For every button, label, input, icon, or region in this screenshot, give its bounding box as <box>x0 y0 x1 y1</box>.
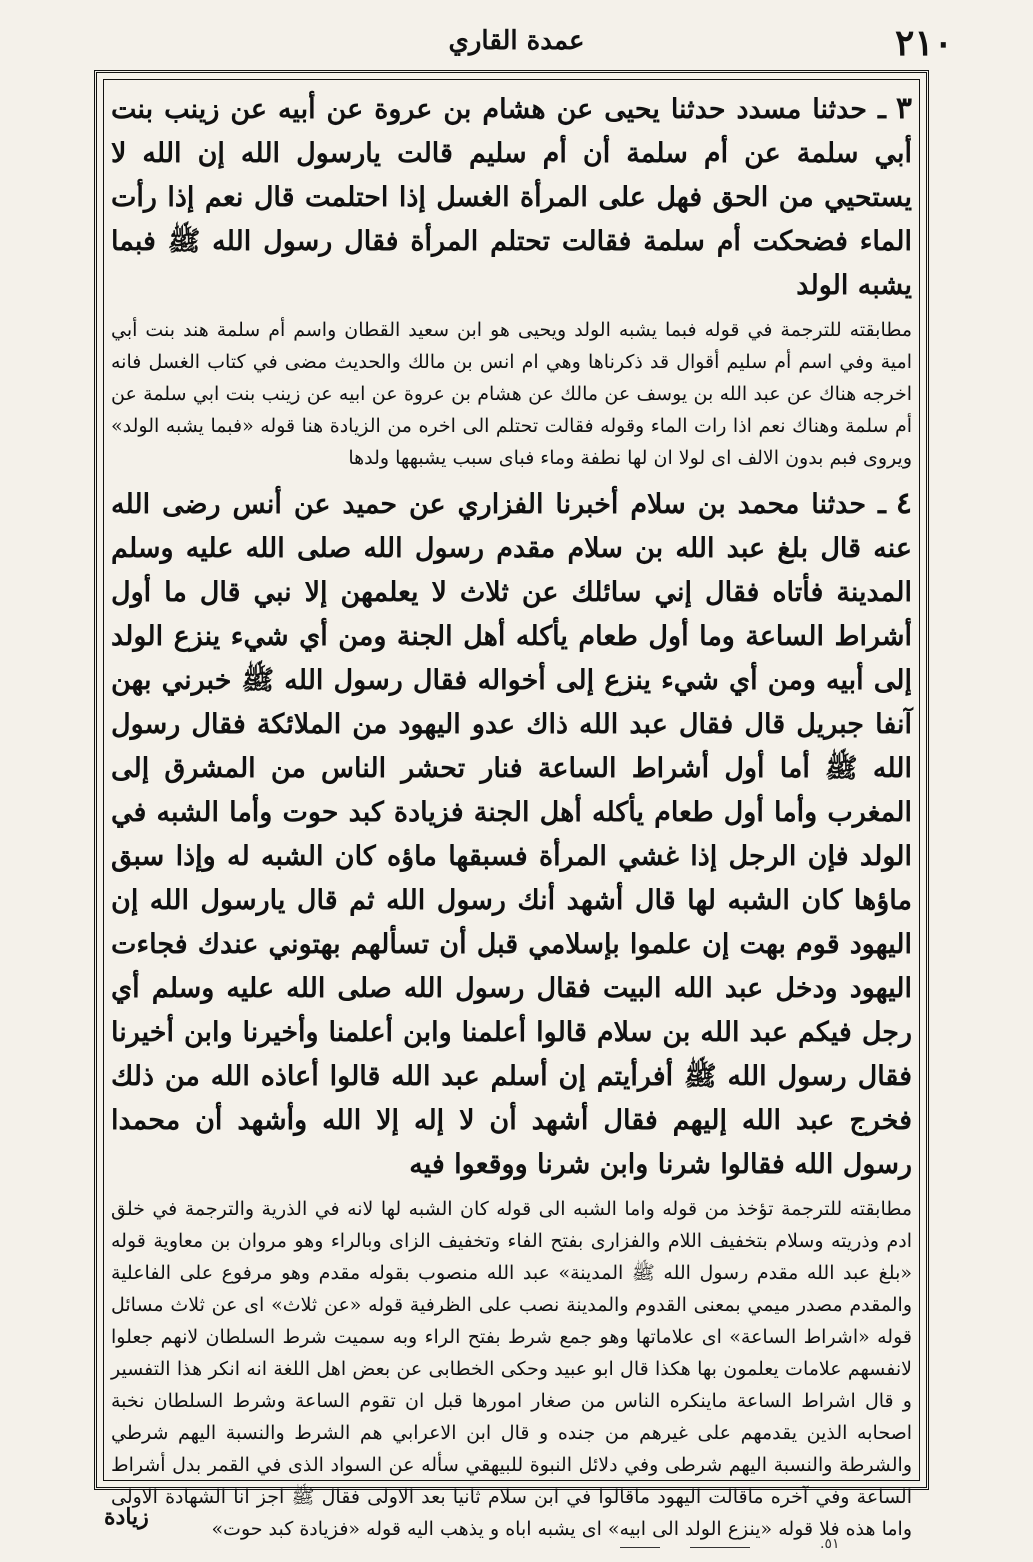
hadith-number: ٤ <box>895 486 912 521</box>
running-head <box>72 22 961 66</box>
footer-dash <box>690 1547 750 1548</box>
page-mark: .٥١ <box>820 1536 840 1552</box>
book-title: عمدة القاري <box>448 26 585 56</box>
text-frame <box>94 70 929 1540</box>
commentary-hadith-4: مطابقته للترجمة تؤخذ من قوله واما الشبه الى قوله كان الشبه لها لانه في الذرية والترجمة في خلق ادم وذريته وسلام بتخفيف اللام والفزارى بفتح الفاء وتخفيف الزاى وبالراء وهو مروان بن معاوية قوله «بلغ عبد الله مقدم رسول الله ﷺ المدينة» عبد الله منصوب بقوله مقدم وهو مرفوع على الفاعلية والمقدم مصدر ميمي بمعنى القدوم والمدينة نصب على الظرفية قوله «عن ثلاث» اى عن ثلاث مسائل قوله «اشراط الساعة» اى علاماتها وهو جمع شرط بفتح الراء وبه سميت شرط السلطان لانهم جعلوا لانفسهم علامات يعلمون بها هكذا قال ابو عبيد وحكى الخطابى عن بعض اهل اللغة انه انكر هذا التفسير و قال اشراط الساعة ماينكره الناس من صغار امورها قبل ان تقوم الساعة وشرط السلطان نخبة اصحابه الذين يقدمهم على غيرهم من جنده و قال ابن الاعرابي هم الشرط والنسبة اليهم شرطي والشرطة والنسبة اليهم شرطى وفي دلائل النبوة للبيهقي سأله عن السواد الذى في القمر بدل أشراط الساعة وفي آخره ماقالت اليهود ماقالوا في ابن سلام ثانيا بعد الاولى فقال ﷺ اجز انا الشهادة الاولى واما هذه فلا قوله «ينزع الولد الى ابيه» اى يشبه اباه و يذهب اليه قوله «فزيادة كبد حوت» <box>111 1198 912 1540</box>
catchword: زيادة <box>104 1504 149 1530</box>
hadith-4 <box>111 482 912 1187</box>
hadith-3 <box>111 87 912 308</box>
commentary-hadith-3: مطابقته للترجمة في قوله فبما يشبه الولد ويحيى هو ابن سعيد القطان واسم أم سلمة هند بنت أبي امية وفي اسم أم سليم أقوال قد ذكرناها وهي ام انس بن مالك والحديث مضى في كتاب الغسل فانه اخرجه هناك عن عبد الله بن يوسف عن مالك عن هشام بن عروة عن ابيه عن زينب بنت ابي سلمة عن أم سلمة وهناك نعم اذا رات الماء وقوله فقالت تحتلم الى اخره من الزيادة هنا قوله «فبما يشبه الولد» ويروى فبم بدون الالف اى لولا ان لها نطفة وماء فباى سبب يشبهها ولدها <box>111 319 912 469</box>
hadith-text: ـ حدثنا مسدد حدثنا يحيى عن هشام بن عروة عن أبيه عن زينب بنت أبي سلمة عن أم سلمة أن أم سليم قالت يارسول الله إن الله لا يستحيي من الحق فهل على المرأة الغسل إذا احتلمت قال نعم إذا رأت الماء فضحكت أم سلمة فقالت تحتلم المرأة فقال رسول الله ﷺ فبما يشبه الولد <box>111 94 912 301</box>
hadith-text: ـ حدثنا محمد بن سلام أخبرنا الفزاري عن حميد عن أنس رضى الله عنه قال بلغ عبد الله بن سلام مقدم رسول الله صلى الله عليه وسلم المدينة فأتاه فقال إني سائلك عن ثلاث لا يعلمهن إلا نبي قال ما أول أشراط الساعة وما أول طعام يأكله أهل الجنة ومن أي شيء ينزع الولد إلى أبيه ومن أي شيء ينزع إلى أخواله فقال رسول الله ﷺ خبرني بهن آنفا جبريل قال فقال عبد الله ذاك عدو اليهود من الملائكة فقال رسول الله ﷺ أما أول أشراط الساعة فنار تحشر الناس من المشرق إلى المغرب وأما أول طعام يأكله أهل الجنة فزيادة كبد حوت وأما الشبه في الولد فإن الرجل إذا غشي المرأة فسبقها ماؤه كان الشبه له وإذا سبق ماؤها كان الشبه لها قال أشهد أنك رسول الله ثم قال يارسول الله إن اليهود قوم بهت إن علموا بإسلامي قبل أن تسألهم بهتوني عندك فجاءت اليهود ودخل عبد الله البيت فقال رسول الله صلى الله عليه وسلم أي رجل فيكم عبد الله بن سلام قالوا أعلمنا وابن أعلمنا وأخيرنا وابن أخيرنا فقال رسول الله ﷺ أفرأيتم إن أسلم عبد الله قالوا أعاذه الله من ذلك فخرج عبد الله إليهم فقال أشهد أن لا إله إلا الله وأشهد أن محمدا رسول الله فقالوا شرنا وابن شرنا ووقعوا فيه <box>111 489 912 1180</box>
footer-dash <box>620 1547 660 1548</box>
hadith-number: ٣ <box>895 91 912 126</box>
page-body <box>111 87 912 1540</box>
page-number: ٢١٠ <box>894 22 953 64</box>
